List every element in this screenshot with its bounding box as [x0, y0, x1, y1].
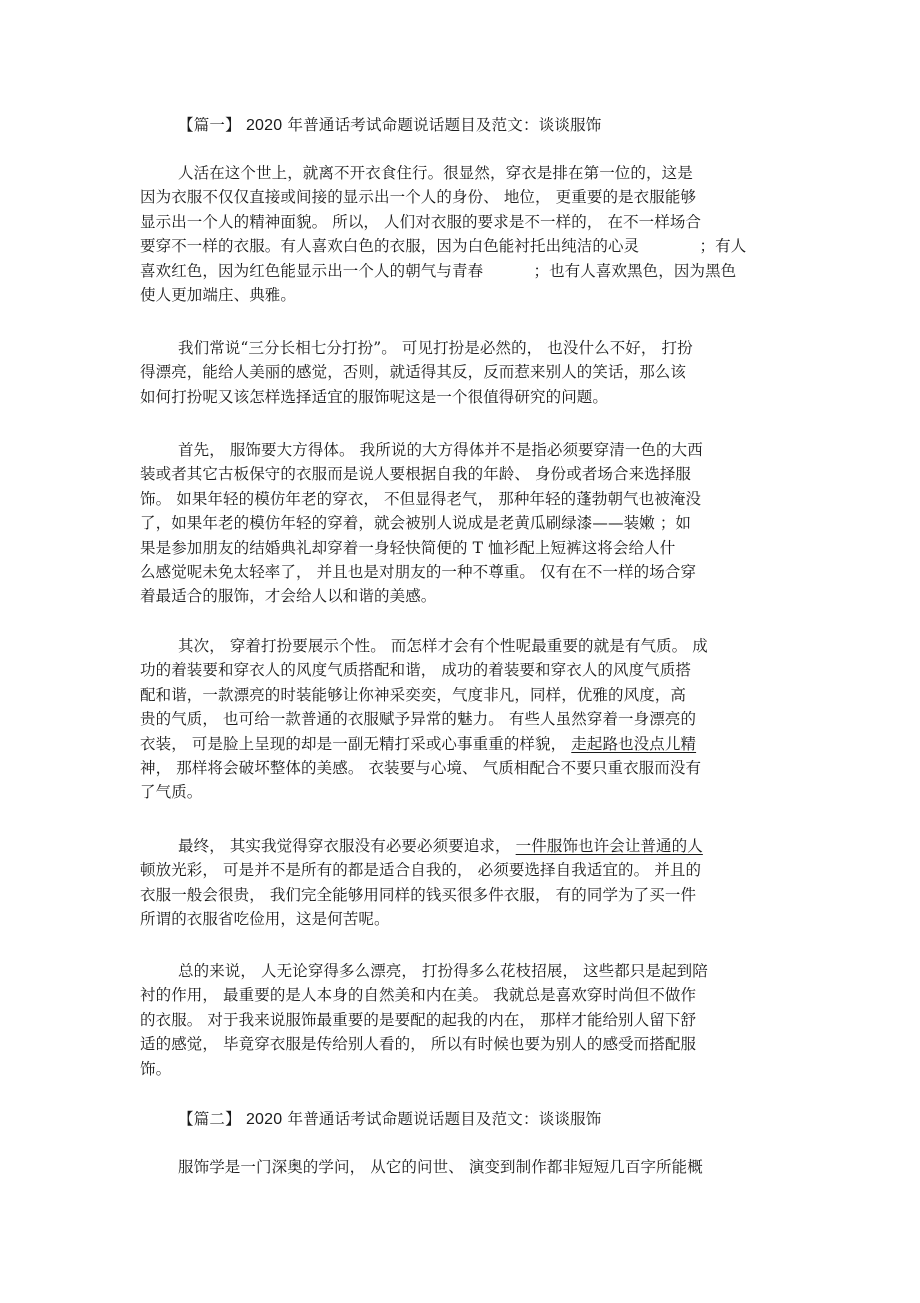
heading-year: 2020: [245, 1111, 283, 1128]
text-line: 贵的气质， 也可给一款普通的衣服赋予异常的魅力。 有些人虽然穿着一身漂亮的: [140, 710, 697, 729]
text-line: 因为衣服不仅仅直接或间接的显示出一个人的身份、 地位， 更重要的是衣服能够: [140, 188, 697, 207]
text-segment: 最终， 其实我觉得穿衣服没有必要必须要追求，: [178, 837, 516, 855]
text-line: 了，如果年老的模仿年轻的穿着，就会被别人说成是老黄瓜刷绿漆——装嫩 ；如: [140, 514, 692, 533]
text-line: 我们常说“三分长相七分打扮”。 可见打扮是必然的， 也没什么不好， 打扮: [178, 339, 693, 357]
heading-label: 【篇二】: [178, 1110, 241, 1128]
text-line: 要穿不一样的衣服。有人喜欢白色的衣服，因为白色能衬托出纯洁的心灵 ；有人: [140, 237, 747, 256]
text-line: 总的来说， 人无论穿得多么漂亮， 打扮得多么花枝招展， 这些都只是起到陪: [178, 962, 708, 980]
text-line: 适的感觉， 毕竟穿衣服是传给别人看的， 所以有时候也要为别人的感受而搭配服: [140, 1035, 697, 1054]
text-line: 衣服一般会很贵， 我们完全能够用同样的钱买很多件衣服， 有的同学为了买一件: [140, 885, 697, 904]
text-line: 功的着装要和穿衣人的风度气质搭配和谐， 成功的着装要和穿衣人的风度气质搭: [140, 661, 692, 680]
heading-year: 2020: [245, 117, 283, 134]
text-line: 显示出一个人的精神面貌。 所以， 人们对衣服的要求是不一样的， 在不一样场合: [140, 212, 702, 231]
text-segment: 衣装， 可是脸上呈现的却是一副无精打采或心事重重的样貌，: [140, 734, 572, 753]
text-line: 其次， 穿着打扮要展示个性。 而怎样才会有个性呢最重要的就是有气质。 成: [178, 637, 708, 655]
heading-label: 【篇一】: [178, 116, 241, 134]
text-line: 如何打扮呢又该怎样选择适宜的服饰呢这是一个很值得研究的问题。: [140, 387, 609, 406]
text-line: [140, 732, 696, 756]
text-line: 配和谐，一款漂亮的时装能够让你神采奕奕，气度非凡，同样，优雅的风度，高: [140, 685, 687, 704]
text-line: 使人更加端庄、典雅。: [140, 286, 297, 304]
heading-title: 年普通话考试命题说话题目及范文：谈谈服饰: [287, 116, 602, 134]
text-line: 首先， 服饰要大方得体。 我所说的大方得体并不是指必须要穿清一色的大西: [178, 441, 703, 459]
text-line: 的衣服。 对于我来说服饰最重要的是要配的起我的内在， 那样才能给别人留下舒: [140, 1010, 697, 1029]
text-line: 神， 那样将会破坏整体的美感。 衣装要与心境、 气质相配合不要只重衣服而没有: [140, 759, 702, 777]
section-heading-2: [178, 1107, 602, 1132]
text-line: 服饰学是一门深奥的学问， 从它的问世、 演变到制作都非短短几百字所能概: [178, 1158, 703, 1176]
text-line: 所谓的衣服省吃俭用，这是何苦呢。: [140, 910, 390, 929]
text-line: 着最适合的服饰，才会给人以和谐的美感。: [140, 587, 437, 606]
underlined-text: 走起路也没点儿精: [571, 734, 697, 753]
text-line: [178, 834, 703, 858]
text-line: 了气质。: [140, 783, 203, 802]
underlined-text: 一件服饰也许会让普通的人: [515, 837, 703, 855]
text-line: 饰。: [140, 1059, 172, 1078]
text-line: 人活在这个世上，就离不开衣食住行。很显然，穿衣是排在第一位的，这是: [178, 164, 693, 182]
text-line: 装或者其它古板保守的衣服而是说人要根据自我的年龄、 身份或者场合来选择服: [140, 465, 692, 484]
text-line: 么感觉呢未免太轻率了， 并且也是对朋友的一种不尊重。 仅有在不一样的场合穿: [140, 563, 697, 581]
text-line: 顿放光彩， 可是并不是所有的都是适合自我的， 必须要选择自我适宜的。 并且的: [140, 861, 702, 880]
text-line: 衬的作用， 最重要的是人本身的自然美和内在美。 我就总是喜欢穿时尚但不做作: [140, 986, 697, 1005]
text-line: 得漂亮，能给人美丽的感觉，否则，就适得其反，反而惹来别人的笑话，那么该: [140, 363, 687, 382]
heading-title: 年普通话考试命题说话题目及范文：谈谈服饰: [287, 1110, 602, 1128]
text-line: 饰。 如果年轻的模仿年老的穿衣， 不但显得老气， 那种年轻的蓬勃朝气也被淹没: [140, 489, 702, 508]
text-line: 喜欢红色，因为红色能显示出一个人的朝气与青春 ；也有人喜欢黑色，因为黑色: [140, 261, 737, 280]
text-line: 果是参加朋友的结婚典礼却穿着一身轻快简便的 T 恤衫配上短裤这将会给人什: [140, 538, 676, 557]
section-heading-1: [178, 113, 602, 138]
